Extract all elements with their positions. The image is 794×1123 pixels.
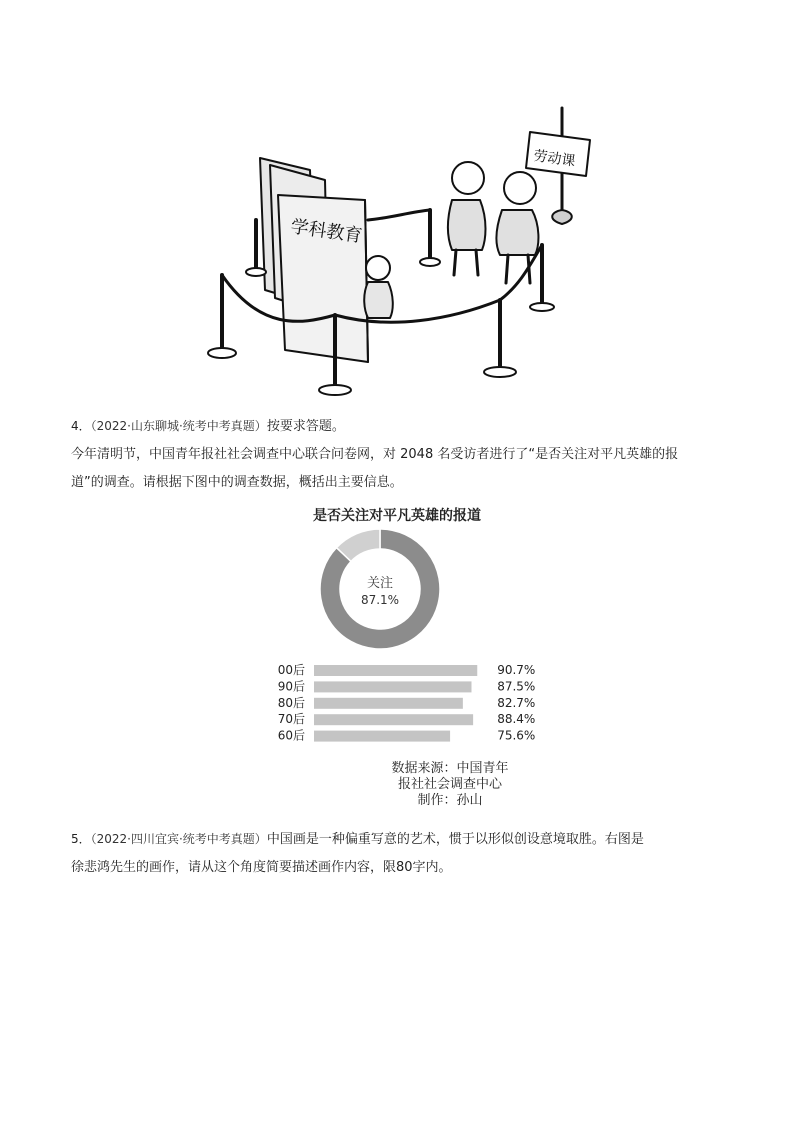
book-text: 学科教育	[289, 216, 364, 247]
bar-category-label: 00后	[277, 663, 305, 677]
bar-chart	[270, 662, 540, 752]
bar-category-label: 90后	[277, 679, 305, 694]
q5-line-1: 中国画是一种偏重写意的艺术，惯于以形似创设意境取胜。右图是	[266, 832, 644, 847]
donut-center-value: 87.1%	[360, 593, 400, 607]
chart-source	[380, 761, 520, 809]
q4-body	[71, 441, 731, 497]
bar	[314, 731, 450, 742]
bar-value-label: 90.7%	[497, 663, 536, 677]
bar-value-label: 75.6%	[497, 728, 536, 743]
chart-source-line-3: 制作：孙山	[417, 793, 483, 808]
bar-category-label: 70后	[277, 712, 305, 727]
q4-heading	[71, 412, 731, 441]
bar	[314, 698, 463, 709]
q4-instruction: 按要求答题。	[266, 419, 345, 434]
q5-body	[71, 825, 731, 882]
q4-line-1: 今年清明节，中国青年报社社会调查中心联合问卷网，对 2048 名受访者进行了“是否关注对平凡英雄的报	[71, 447, 679, 462]
q5-source: （2022·四川宜宾·统考中考真题）	[90, 832, 267, 846]
chart-title: 是否关注对平凡英雄的报道	[313, 508, 481, 524]
bar	[314, 665, 477, 676]
q4-line-2: 道”的调查。请根据下图中的调查数据，概括出主要信息。	[71, 475, 403, 490]
q5-number: 5．	[71, 832, 91, 846]
cartoon-illustration	[190, 100, 610, 400]
q5-line-2: 徐悲鸿先生的画作，请从这个角度简要描述画作内容，限80字内。	[71, 860, 452, 875]
q4-source: （2022·山东聊城·统考中考真题）	[90, 419, 267, 433]
bar-value-label: 88.4%	[497, 712, 536, 727]
q4-number: 4．	[71, 419, 91, 433]
bar-value-label: 87.5%	[497, 679, 536, 694]
bar-category-label: 60后	[277, 728, 305, 743]
chart-source-line-1: 数据来源：中国青年	[391, 761, 509, 776]
sign-text: 劳动课	[532, 148, 577, 170]
donut-chart	[318, 527, 442, 651]
bar	[314, 681, 472, 692]
bar-category-label: 80后	[277, 695, 305, 710]
bar	[314, 714, 473, 725]
chart-source-line-2: 报社社会调查中心	[397, 777, 502, 792]
donut-center-label: 关注	[366, 576, 394, 591]
bar-value-label: 82.7%	[497, 695, 536, 710]
